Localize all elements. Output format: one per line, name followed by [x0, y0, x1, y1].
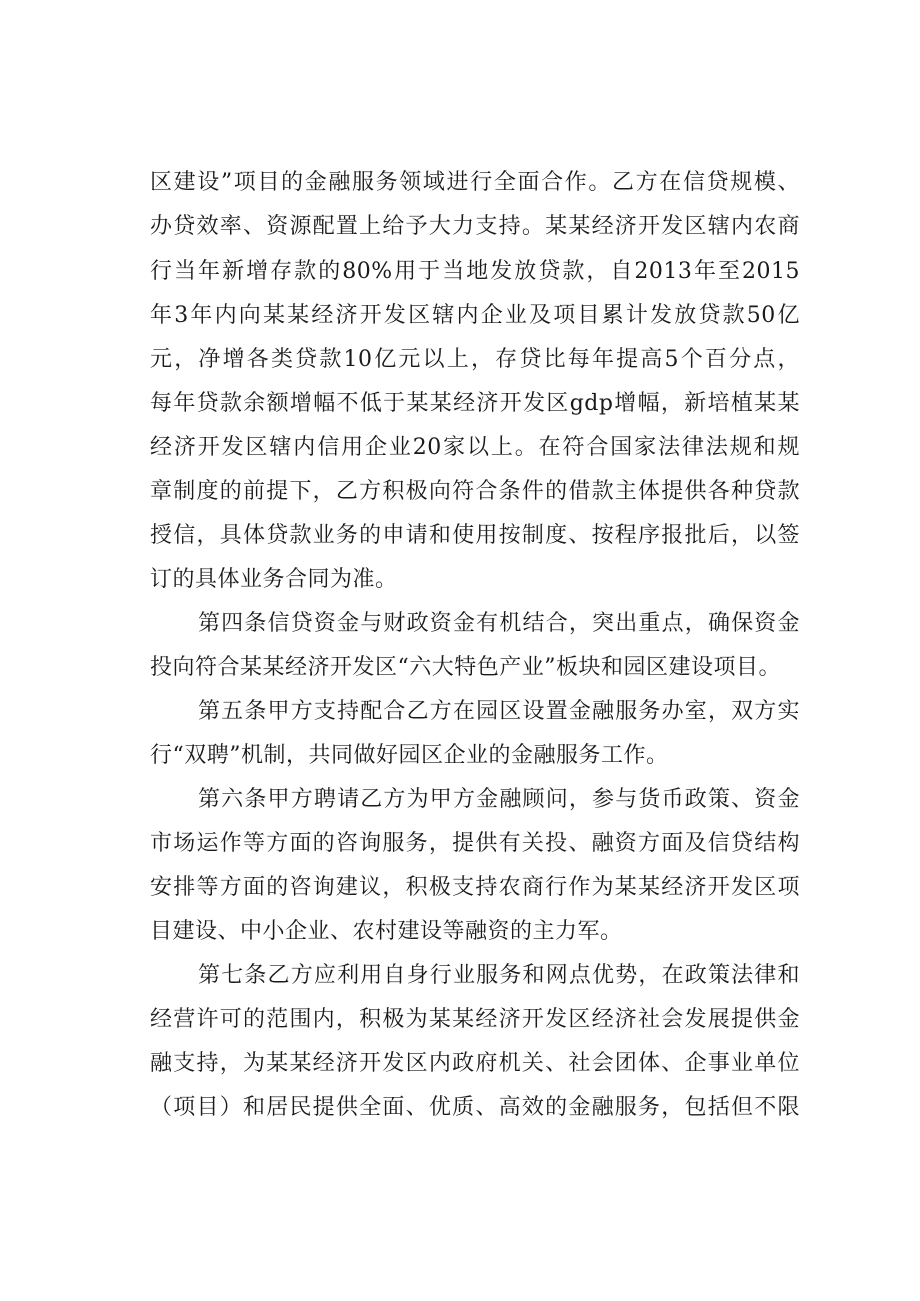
text-line: 订的具体业务合同为准。	[150, 567, 398, 592]
text-line: 经济开发区辖内信用企业20家以上。在符合国家法律法规和规	[150, 435, 800, 460]
text-line: 年3年内向某某经济开发区辖内企业及项目累计发放贷款50亿	[150, 303, 800, 328]
paragraph-first-line: 第四条信贷资金与财政资金有机结合，突出重点，确保资金	[198, 611, 800, 636]
text-line: 市场运作等方面的咨询服务，提供有关投、融资方面及信贷结构	[150, 831, 800, 856]
text-line: 授信，具体贷款业务的申请和使用按制度、按程序报批后，以签	[150, 523, 800, 548]
text-line: 办贷效率、资源配置上给予大力支持。某某经济开发区辖内农商	[150, 214, 800, 239]
text-line: 经营许可的范围内，积极为某某经济开发区经济社会发展提供金	[150, 1007, 800, 1032]
paragraph-first-line: 第五条甲方支持配合乙方在园区设置金融服务办室，双方实	[198, 699, 800, 724]
text-line: 投向符合某某经济开发区“六大特色产业”板块和园区建设项目。	[150, 655, 781, 680]
text-line: 行“双聘”机制，共同做好园区企业的金融服务工作。	[150, 743, 669, 768]
text-line: （项目）和居民提供全面、优质、高效的金融服务，包括但不限	[150, 1095, 800, 1120]
text-line: 章制度的前提下，乙方积极向符合条件的借款主体提供各种贷款	[150, 479, 800, 504]
text-line: 元，净增各类贷款10亿元以上，存贷比每年提高5个百分点，	[150, 347, 800, 372]
paragraph-first-line: 第六条甲方聘请乙方为甲方金融顾问，参与货币政策、资金	[198, 787, 800, 812]
paragraph-first-line: 第七条乙方应利用自身行业服务和网点优势，在政策法律和	[198, 963, 800, 988]
text-line: 目建设、中小企业、农村建设等融资的主力军。	[150, 919, 623, 944]
text-line: 行当年新增存款的80%用于当地发放贷款，自2013年至2015	[150, 259, 800, 284]
text-line: 每年贷款余额增幅不低于某某经济开发区gdp增幅，新培植某某	[150, 391, 800, 416]
text-line: 融支持，为某某经济开发区内政府机关、社会团体、企事业单位	[150, 1051, 800, 1076]
text-line: 区建设”项目的金融服务领域进行全面合作。乙方在信贷规模、	[150, 170, 800, 195]
text-line: 安排等方面的咨询建议，积极支持农商行作为某某经济开发区项	[150, 875, 800, 900]
